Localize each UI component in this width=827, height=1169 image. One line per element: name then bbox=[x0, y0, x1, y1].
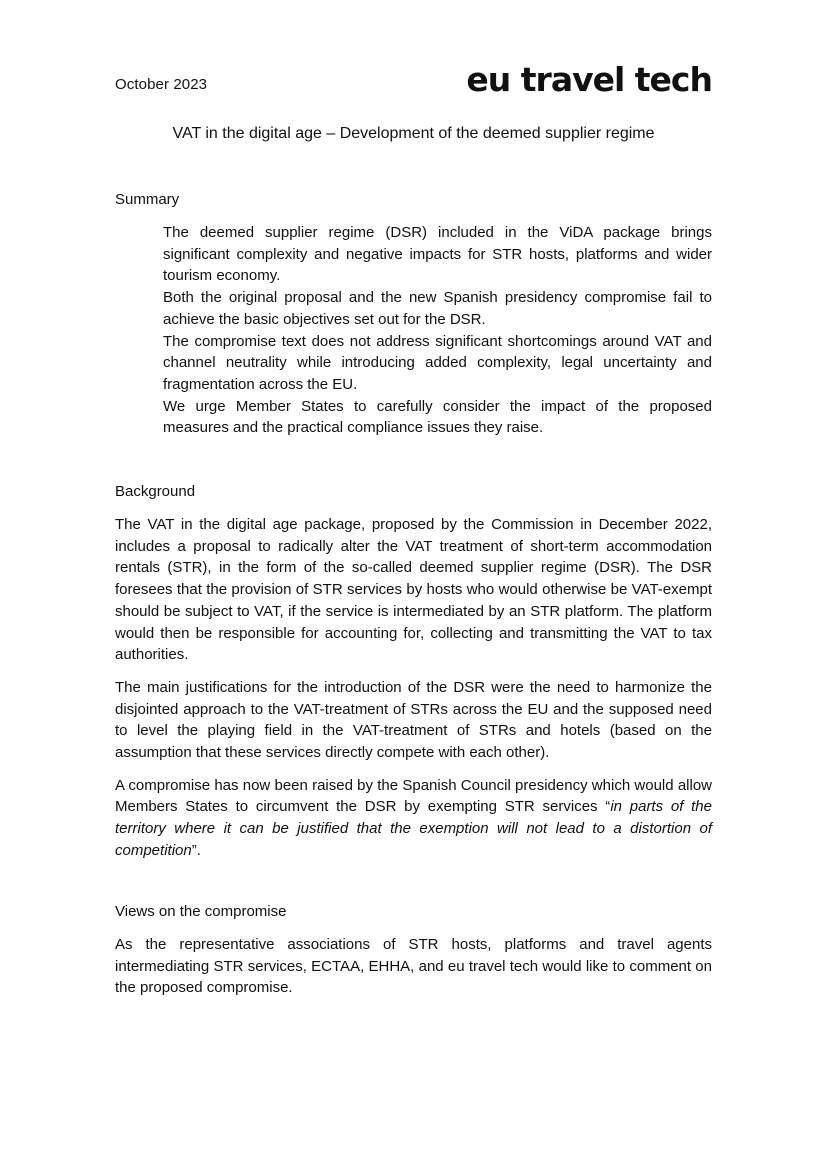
compromise-quote: in parts of the territory where it can be justified that the exemption will not lead to a distortion of competition bbox=[115, 798, 712, 859]
background-paragraph-1: The VAT in the digital age package, proposed by the Commission in December 2022, includes a proposal to radically alter the VAT treatment of short-term accommodation rentals (STR), in the form of the so-called deemed supplier regime (DSR). The DSR foresees that the provision of STR services by hosts who would otherwise be VAT-exempt should be subject to VAT, if the service is intermediated by an STR platform. The platform would then be responsible for accounting for, collecting and transmitting the VAT to tax authorities. bbox=[115, 516, 712, 664]
summary-heading: Summary bbox=[115, 191, 180, 208]
background-paragraph-3-start: A compromise has now been raised by the Spanish Council presidency which would allow Members States to circumvent the DSR by exempting STR services “ bbox=[115, 776, 712, 816]
views-body bbox=[115, 934, 712, 1010]
background-paragraph-3 bbox=[115, 775, 712, 862]
summary-list bbox=[163, 222, 712, 439]
views-paragraph-1: As the representative associations of STR hosts, platforms and travel agents intermediating STR services, ECTAA, EHHA, and eu travel tech would like to comment on the proposed compromise. bbox=[115, 936, 712, 997]
summary-item: The compromise text does not address significant shortcomings around VAT and channel neutrality while introducing added complexity, legal uncertainty and fragmentation across the EU. bbox=[163, 332, 712, 393]
page-header bbox=[115, 60, 712, 104]
summary-item: We urge Member States to carefully consider the impact of the proposed measures and the practical compliance issues they raise. bbox=[163, 397, 712, 437]
background-heading: Background bbox=[115, 483, 196, 500]
eu-travel-tech-logo: eu travel tech bbox=[466, 60, 712, 99]
background-paragraph-2: The main justifications for the introduction of the DSR were the need to harmonize the disjointed approach to the VAT-treatment of STRs across the EU and the supposed need to level the playing field in the VAT-treatment of STRs and hotels (based on the assumption that these services directly compete with each other). bbox=[115, 678, 712, 762]
document-title: VAT in the digital age – Development of the deemed supplier regime bbox=[172, 125, 655, 142]
summary-item: Both the original proposal and the new Spanish presidency compromise fail to achieve the basic objectives set out for the DSR. bbox=[163, 289, 712, 328]
summary-item: The deemed supplier regime (DSR) included in the ViDA package brings significant complexity and negative impacts for STR hosts, platforms and wider tourism economy. bbox=[163, 224, 712, 285]
views-heading: Views on the compromise bbox=[115, 903, 287, 920]
background-paragraph-3-end: ”. bbox=[191, 841, 201, 859]
document-date: October 2023 bbox=[115, 76, 208, 93]
background-body bbox=[115, 514, 712, 873]
